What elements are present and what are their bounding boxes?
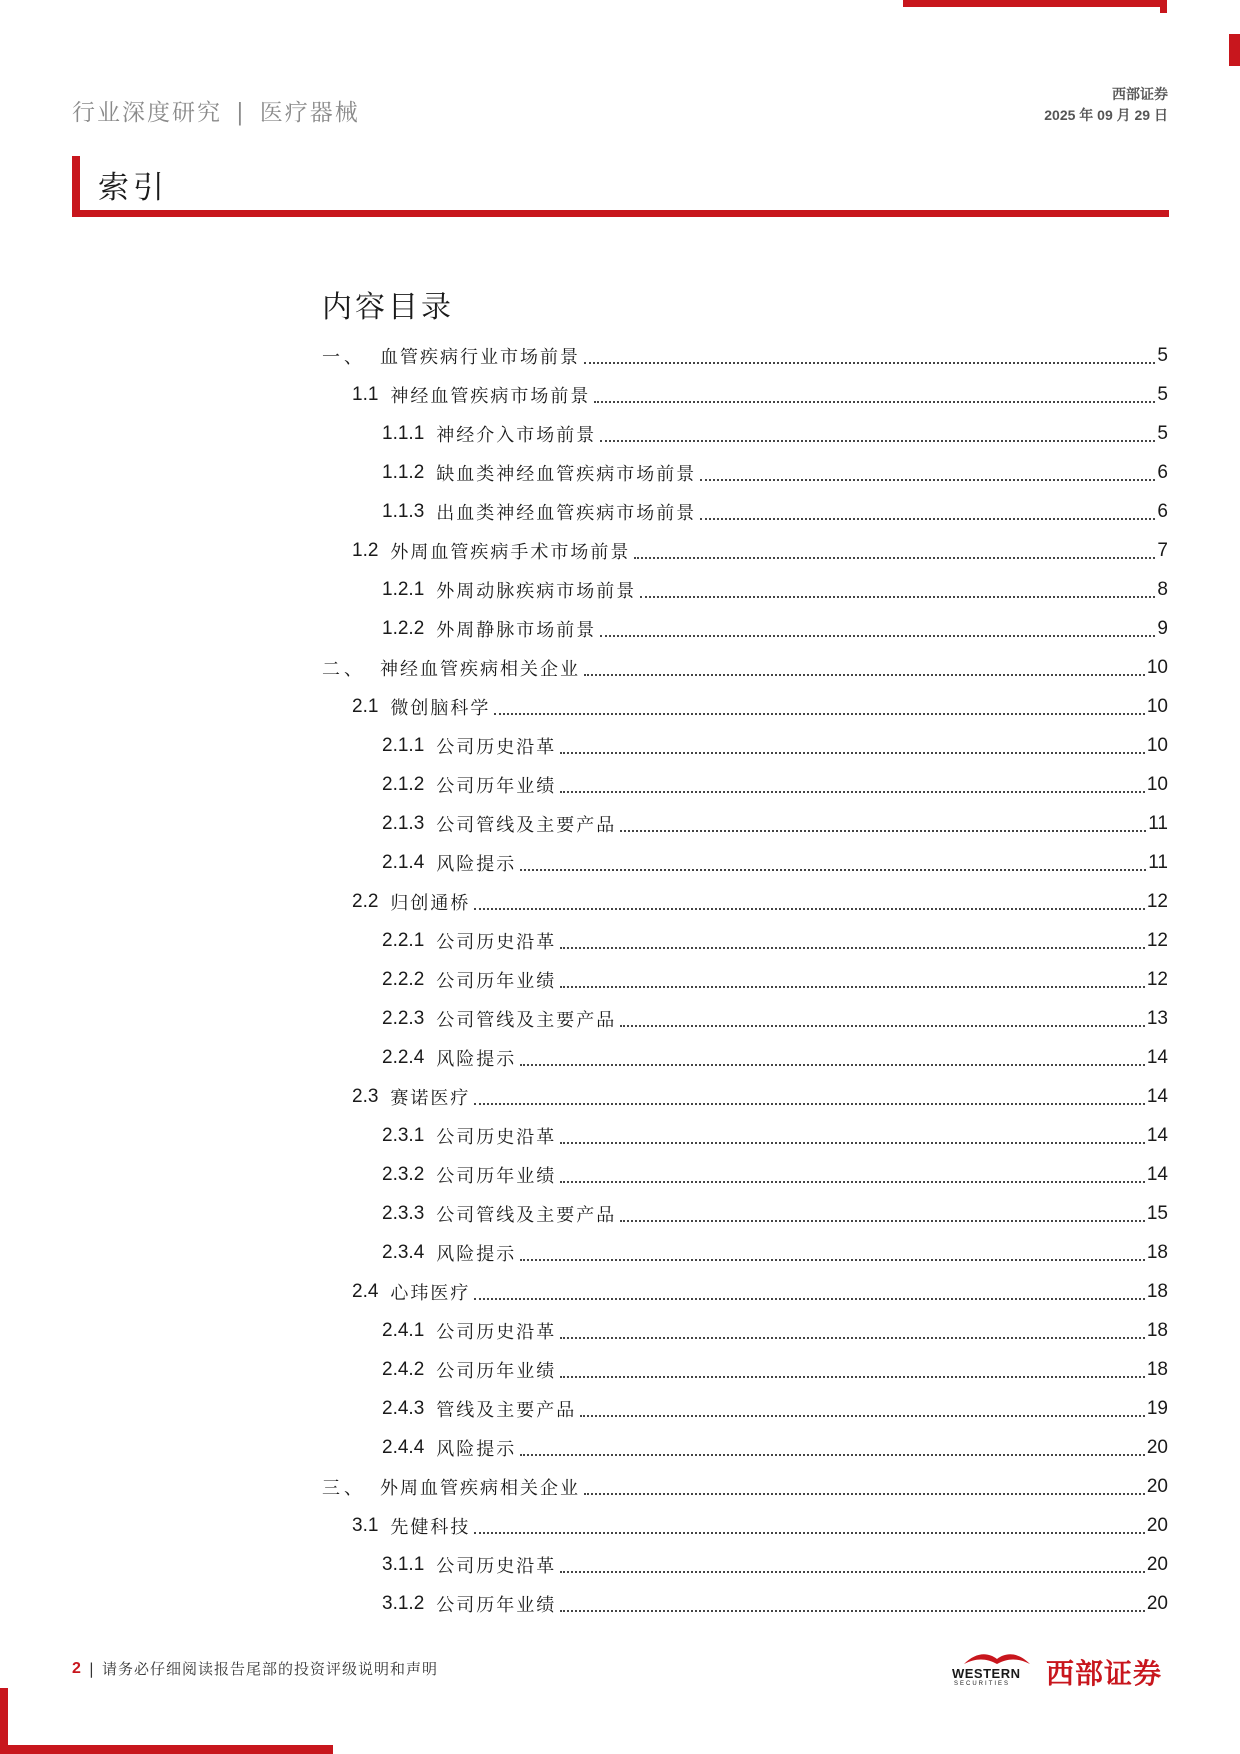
toc-entry-number: 2.1.4 <box>382 851 425 873</box>
toc-entry[interactable] <box>322 1584 1168 1623</box>
toc-entry-page: 10 <box>1146 773 1168 795</box>
toc-entry-page: 5 <box>1157 344 1168 366</box>
toc-leader-dots <box>620 830 1146 832</box>
toc-entry-number: 1.1.1 <box>382 422 425 444</box>
toc-entry-title: 风险提示 <box>436 853 517 875</box>
toc-entry[interactable] <box>322 726 1168 765</box>
toc-entry[interactable] <box>322 1155 1168 1194</box>
toc-entry-number: 2.3.2 <box>382 1163 425 1185</box>
toc-entry-number: 2.1 <box>352 695 379 717</box>
toc-entry-page: 5 <box>1157 383 1168 405</box>
toc-entry-number: 2.3.3 <box>382 1202 425 1224</box>
toc-entry-number: 2.2.3 <box>382 1007 425 1029</box>
toc-leader-dots <box>560 791 1145 793</box>
toc-entry[interactable] <box>322 1428 1168 1467</box>
toc-entry-page: 20 <box>1146 1553 1168 1575</box>
header-separator: | <box>236 100 246 126</box>
toc-entry-page: 12 <box>1146 929 1168 951</box>
footer <box>72 1658 438 1679</box>
toc-entry-number: 1.2.1 <box>382 578 425 600</box>
toc-leader-dots <box>520 869 1146 871</box>
page-number: 2 <box>72 1659 81 1677</box>
toc-entry-page: 12 <box>1146 968 1168 990</box>
toc-entry[interactable] <box>322 492 1168 531</box>
toc-entry-page: 6 <box>1157 500 1168 522</box>
toc-entry-page: 18 <box>1146 1358 1168 1380</box>
toc-entry-number: 2.1.3 <box>382 812 425 834</box>
toc-entry-page: 10 <box>1146 734 1168 756</box>
category-label: 行业深度研究 <box>72 100 222 126</box>
toc-leader-dots <box>584 674 1145 676</box>
toc-entry[interactable] <box>322 882 1168 921</box>
toc-entry-number: 二、 <box>322 658 366 680</box>
toc-entry-title: 神经血管疾病市场前景 <box>390 385 591 407</box>
toc-entry[interactable] <box>322 960 1168 999</box>
toc-entry-title: 风险提示 <box>436 1048 517 1070</box>
toc-leader-dots <box>494 713 1144 715</box>
toc-entry-page: 7 <box>1157 539 1168 561</box>
toc-entry[interactable] <box>322 414 1168 453</box>
toc-entry-number: 2.2.1 <box>382 929 425 951</box>
toc-entry[interactable] <box>322 1545 1168 1584</box>
toc-leader-dots <box>620 1025 1145 1027</box>
toc-entry[interactable] <box>322 1272 1168 1311</box>
toc-entry[interactable] <box>322 1116 1168 1155</box>
company-logo <box>952 1652 1162 1692</box>
toc-entry[interactable] <box>322 336 1168 375</box>
report-category <box>72 94 360 127</box>
toc-entry[interactable] <box>322 1194 1168 1233</box>
toc-entry-title: 公司管线及主要产品 <box>436 1009 617 1031</box>
toc-entry-title: 公司历年业绩 <box>436 1360 557 1382</box>
toc-entry-number: 2.2.4 <box>382 1046 425 1068</box>
toc-leader-dots <box>584 1493 1145 1495</box>
toc-entry-title: 出血类神经血管疾病市场前景 <box>436 502 697 524</box>
toc-leader-dots <box>560 986 1145 988</box>
toc-entry-number: 三、 <box>322 1477 366 1499</box>
toc-entry[interactable] <box>322 921 1168 960</box>
toc-entry-number: 3.1.1 <box>382 1553 425 1575</box>
toc-entry-title: 缺血类神经血管疾病市场前景 <box>436 463 697 485</box>
toc-entry-page: 9 <box>1157 617 1168 639</box>
toc-entry-title: 血管疾病行业市场前景 <box>380 346 580 368</box>
toc-entry-page: 11 <box>1148 812 1168 834</box>
logo-english-sub: SECURITIES <box>953 1681 1010 1687</box>
toc-entry-title: 公司历史沿革 <box>436 1555 557 1577</box>
logo-chinese: 西部证券 <box>1045 1657 1162 1690</box>
toc-entry[interactable] <box>322 1038 1168 1077</box>
toc-list <box>322 336 1168 1623</box>
footer-disclaimer: 请务必仔细阅读报告尾部的投资评级说明和声明 <box>101 1660 438 1678</box>
toc-entry-page: 5 <box>1157 422 1168 444</box>
toc-leader-dots <box>600 635 1155 637</box>
toc-entry-number: 1.2.2 <box>382 617 425 639</box>
section-rule <box>72 210 1169 217</box>
toc-leader-dots <box>640 596 1155 598</box>
toc-entry-title: 微创脑科学 <box>390 697 491 719</box>
toc-entry-number: 1.2 <box>352 539 379 561</box>
toc-entry-title: 公司历史沿革 <box>436 1126 557 1148</box>
toc-entry-title: 心玮医疗 <box>390 1282 471 1304</box>
toc-entry[interactable] <box>322 648 1168 687</box>
toc-leader-dots <box>560 1571 1145 1573</box>
toc-entry[interactable] <box>322 843 1168 882</box>
toc-entry-number: 2.3 <box>352 1085 379 1107</box>
toc-entry-title: 神经介入市场前景 <box>436 424 597 446</box>
toc-entry-title: 外周动脉疾病市场前景 <box>436 580 637 602</box>
toc-entry-page: 8 <box>1157 578 1168 600</box>
toc-leader-dots <box>560 1337 1145 1339</box>
toc-entry-page: 14 <box>1146 1163 1168 1185</box>
toc-entry-number: 2.3.1 <box>382 1124 425 1146</box>
toc-entry-title: 先健科技 <box>390 1516 471 1538</box>
toc-leader-dots <box>580 1415 1145 1417</box>
toc-entry-page: 6 <box>1157 461 1168 483</box>
toc-entry-page: 20 <box>1146 1592 1168 1614</box>
toc-entry-page: 13 <box>1146 1007 1168 1029</box>
toc-entry-number: 2.4 <box>352 1280 379 1302</box>
toc-entry-title: 风险提示 <box>436 1243 517 1265</box>
report-date: 2025 年 09 月 29 日 <box>1044 107 1168 123</box>
logo-mark <box>952 1652 1040 1692</box>
toc-leader-dots <box>520 1454 1145 1456</box>
toc-entry-number: 1.1.2 <box>382 461 425 483</box>
toc-entry-page: 12 <box>1146 890 1168 912</box>
toc-entry-title: 公司历年业绩 <box>436 1165 557 1187</box>
toc-entry-title: 赛诺医疗 <box>390 1087 471 1109</box>
toc-entry-page: 20 <box>1146 1436 1168 1458</box>
toc-entry-page: 10 <box>1146 695 1168 717</box>
toc-leader-dots <box>594 401 1155 403</box>
header-meta <box>1044 84 1168 126</box>
section-bar <box>72 156 80 212</box>
toc-leader-dots <box>560 1142 1145 1144</box>
toc-entry-page: 20 <box>1146 1514 1168 1536</box>
toc-entry-number: 2.4.3 <box>382 1397 425 1419</box>
toc-leader-dots <box>560 1610 1145 1612</box>
right-red-mark <box>1229 34 1240 66</box>
toc-entry-title: 风险提示 <box>436 1438 517 1460</box>
toc-leader-dots <box>634 557 1155 559</box>
toc-entry-page: 18 <box>1146 1319 1168 1341</box>
broker-name: 西部证券 <box>1112 86 1168 102</box>
toc-entry-page: 14 <box>1146 1085 1168 1107</box>
toc-leader-dots <box>520 1064 1145 1066</box>
toc-entry[interactable] <box>322 1467 1168 1506</box>
toc-entry-number: 2.4.2 <box>382 1358 425 1380</box>
toc-entry-page: 18 <box>1146 1280 1168 1302</box>
toc-entry-number: 2.1.2 <box>382 773 425 795</box>
top-red-line-corner <box>1160 0 1167 13</box>
toc-entry-title: 归创通桥 <box>390 892 471 914</box>
toc-entry[interactable] <box>322 453 1168 492</box>
toc-leader-dots <box>474 908 1144 910</box>
toc-entry-number: 3.1.2 <box>382 1592 425 1614</box>
toc-entry-page: 18 <box>1146 1241 1168 1263</box>
toc-entry-number: 1.1.3 <box>382 500 425 522</box>
toc-entry[interactable] <box>322 804 1168 843</box>
toc-entry[interactable] <box>322 1311 1168 1350</box>
toc-entry-number: 2.3.4 <box>382 1241 425 1263</box>
toc-leader-dots <box>474 1298 1144 1300</box>
toc-leader-dots <box>600 440 1155 442</box>
toc-entry-title: 管线及主要产品 <box>436 1399 577 1421</box>
toc-entry[interactable] <box>322 531 1168 570</box>
toc-entry[interactable] <box>322 999 1168 1038</box>
toc-entry-title: 公司历年业绩 <box>436 775 557 797</box>
section-title: 索引 <box>98 170 168 206</box>
bottom-left-red-line <box>0 1745 333 1754</box>
toc-leader-dots <box>700 518 1155 520</box>
toc-entry[interactable] <box>322 1350 1168 1389</box>
toc-entry-title: 外周血管疾病相关企业 <box>380 1477 580 1499</box>
toc-entry-title: 公司历史沿革 <box>436 1321 557 1343</box>
toc-entry-page: 20 <box>1146 1475 1168 1497</box>
toc-entry-number: 2.4.4 <box>382 1436 425 1458</box>
toc-entry-title: 神经血管疾病相关企业 <box>380 658 580 680</box>
toc-entry-number: 2.2.2 <box>382 968 425 990</box>
toc-entry-page: 15 <box>1146 1202 1168 1224</box>
toc-entry-number: 2.4.1 <box>382 1319 425 1341</box>
footer-separator: | <box>88 1659 94 1678</box>
sector-label: 医疗器械 <box>259 100 360 126</box>
toc-leader-dots <box>560 1376 1145 1378</box>
toc-entry-page: 14 <box>1146 1046 1168 1068</box>
toc-entry-page: 11 <box>1148 851 1168 873</box>
toc-entry[interactable] <box>322 570 1168 609</box>
toc-entry-page: 19 <box>1146 1397 1168 1419</box>
toc-entry[interactable] <box>322 765 1168 804</box>
toc-leader-dots <box>474 1103 1144 1105</box>
toc-entry-page: 10 <box>1146 656 1168 678</box>
top-red-line <box>903 0 1167 7</box>
toc-entry-title: 公司历史沿革 <box>436 931 557 953</box>
toc-entry-number: 一、 <box>322 346 366 368</box>
toc-entry[interactable] <box>322 687 1168 726</box>
toc-entry-title: 外周静脉市场前景 <box>436 619 597 641</box>
toc-entry-number: 3.1 <box>352 1514 379 1536</box>
toc-leader-dots <box>560 947 1145 949</box>
toc-leader-dots <box>560 752 1145 754</box>
toc-entry-number: 2.1.1 <box>382 734 425 756</box>
toc-entry[interactable] <box>322 1077 1168 1116</box>
toc-leader-dots <box>474 1532 1144 1534</box>
toc-leader-dots <box>584 362 1155 364</box>
toc-entry[interactable] <box>322 1233 1168 1272</box>
toc-entry-number: 1.1 <box>352 383 379 405</box>
toc-entry-title: 公司管线及主要产品 <box>436 814 617 836</box>
toc-leader-dots <box>520 1259 1145 1261</box>
toc-entry[interactable] <box>322 1389 1168 1428</box>
toc-entry[interactable] <box>322 375 1168 414</box>
toc-entry[interactable] <box>322 1506 1168 1545</box>
toc-entry-title: 外周血管疾病手术市场前景 <box>390 541 631 563</box>
logo-english: WESTERN <box>951 1666 1021 1681</box>
toc-entry-number: 2.2 <box>352 890 379 912</box>
toc-entry[interactable] <box>322 609 1168 648</box>
toc-entry-title: 公司历年业绩 <box>436 1594 557 1616</box>
toc-entry-title: 公司历年业绩 <box>436 970 557 992</box>
toc-entry-title: 公司管线及主要产品 <box>436 1204 617 1226</box>
toc-leader-dots <box>560 1181 1145 1183</box>
toc-leader-dots <box>620 1220 1145 1222</box>
toc-leader-dots <box>700 479 1155 481</box>
toc-entry-title: 公司历史沿革 <box>436 736 557 758</box>
toc-heading: 内容目录 <box>322 290 454 325</box>
toc-entry-page: 14 <box>1146 1124 1168 1146</box>
